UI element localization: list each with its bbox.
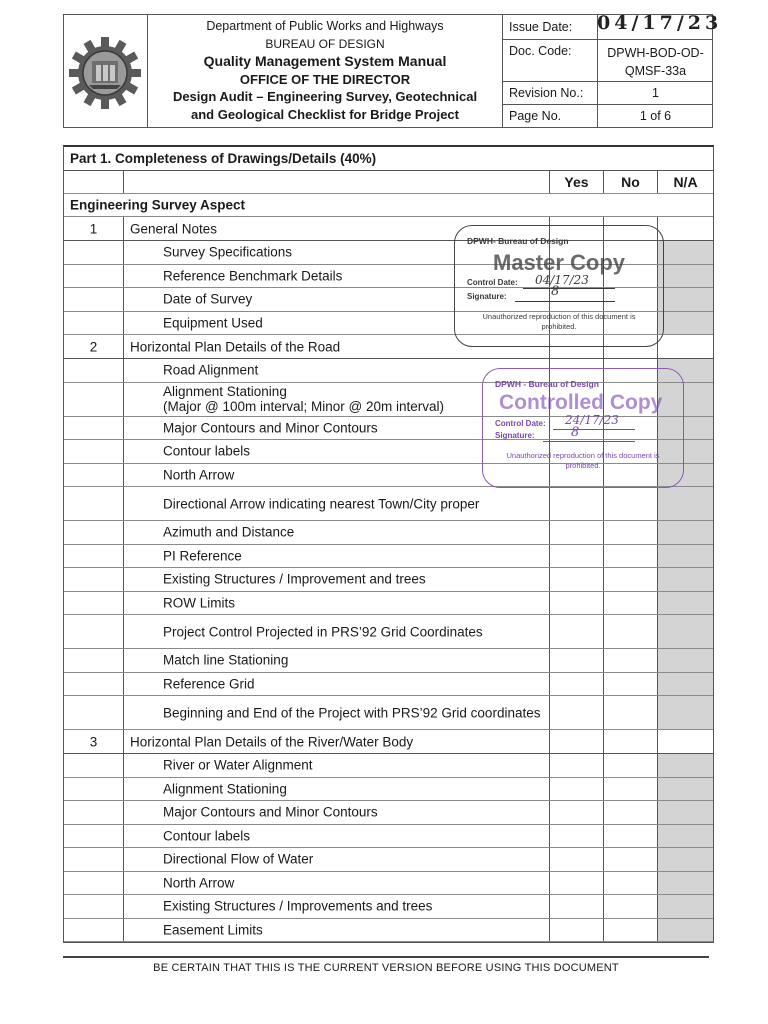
controlled-stamp-warning: Unauthorized reproduction of this document is prohibited. [506,451,660,470]
yes-checkbox-cell[interactable] [550,521,604,544]
na-checkbox-cell[interactable] [658,825,713,848]
yes-checkbox-cell[interactable] [550,801,604,824]
checklist-item-row [64,521,713,545]
na-checkbox-cell[interactable] [658,288,713,311]
checklist-item-row [64,545,713,569]
no-checkbox-cell[interactable] [604,487,658,520]
item-number-cell [64,568,124,591]
item-label: Easement Limits [163,922,263,938]
na-checkbox-cell[interactable] [658,545,713,568]
item-desc-cell [124,521,550,544]
controlled-stamp-control-value: 24/17/23 [565,413,619,427]
item-number-cell [64,383,124,416]
group-number-cell [64,217,124,240]
page-row [503,105,712,127]
item-number-cell [64,649,124,672]
item-number-cell [64,464,124,487]
no-checkbox-cell[interactable] [604,545,658,568]
item-label: Match line Stationing [163,652,289,668]
na-checkbox-cell[interactable] [658,919,713,942]
group-title: General Notes [130,221,218,236]
item-desc-cell [124,754,550,777]
group-number-cell [64,335,124,358]
item-number-cell [64,545,124,568]
item-number-cell [64,696,124,729]
yes-checkbox-cell[interactable] [550,568,604,591]
yes-checkbox-cell[interactable] [550,895,604,918]
checklist-item-row [64,649,713,673]
checklist-item-row [64,778,713,802]
no-checkbox-cell[interactable] [604,696,658,729]
no-checkbox-cell[interactable] [604,825,658,848]
controlled-stamp-date-line [553,429,635,430]
checklist-item-row [64,568,713,592]
na-checkbox-cell[interactable] [658,487,713,520]
master-stamp-signature-line [515,301,615,302]
footer-rule [63,956,709,958]
item-label: Alignment Stationing [163,781,287,797]
item-label: PI Reference [163,548,242,564]
na-checkbox-cell[interactable] [658,754,713,777]
yes-checkbox-cell[interactable] [550,649,604,672]
item-number-cell [64,288,124,311]
controlled-stamp-text: Controlled Copy [499,391,663,414]
master-stamp-org: DPWH- Bureau of Design [467,236,569,246]
item-number-cell [64,895,124,918]
yes-checkbox-cell[interactable] [550,615,604,648]
column-header-row [64,171,713,194]
item-label: North Arrow [163,467,235,483]
item-label: Equipment Used [163,315,263,331]
item-label: Alignment Stationing (Major @ 100m interval; Minor @ 20m interval) [163,384,444,414]
item-label: Road Alignment [163,362,259,378]
na-checkbox-cell[interactable] [658,312,713,335]
item-label: Survey Specifications [163,244,293,260]
col-no-header: No [604,171,658,193]
dpwh-gear-seal-icon [64,15,147,127]
item-desc-cell [124,487,550,520]
yes-checkbox-cell[interactable] [550,696,604,729]
part-title: Part 1. Completeness of Drawings/Details (40%) [64,147,713,171]
item-desc-cell [124,872,550,895]
item-number-cell [64,848,124,871]
checklist-item-row [64,673,713,697]
item-desc-cell [124,825,550,848]
na-checkbox-cell[interactable] [658,696,713,729]
department-name: Department of Public Works and Highways [206,19,444,33]
group-number: 3 [89,734,98,749]
yes-cell[interactable] [550,730,604,753]
na-checkbox-cell[interactable] [658,649,713,672]
item-desc-cell [124,592,550,615]
no-checkbox-cell[interactable] [604,521,658,544]
master-stamp-signature-value: 8 [551,284,560,299]
checklist-item-row [64,872,713,896]
item-number-cell [64,359,124,382]
bureau-name: BUREAU OF DESIGN [265,36,385,51]
document-title-line2: and Geological Checklist for Bridge Project [190,106,459,122]
doc-code-value [599,40,712,81]
no-checkbox-cell[interactable] [604,848,658,871]
item-number-cell [64,312,124,335]
item-label: Existing Structures / Improvement and trees [163,571,426,587]
item-number-cell [64,778,124,801]
no-checkbox-cell[interactable] [604,649,658,672]
item-number-cell [64,825,124,848]
na-checkbox-cell[interactable] [658,592,713,615]
na-checkbox-cell[interactable] [658,615,713,648]
item-label: North Arrow [163,875,235,891]
header-title-block [148,15,503,127]
item-label: Contour labels [163,828,251,844]
doc-code-value-line2: QMSF-33a [624,64,687,78]
na-checkbox-cell[interactable] [658,241,713,264]
yes-checkbox-cell[interactable] [550,825,604,848]
no-checkbox-cell[interactable] [604,568,658,591]
item-number-cell [64,241,124,264]
item-desc-cell [124,545,550,568]
col-yes-header: Yes [550,171,604,193]
master-copy-stamp [454,225,664,347]
item-desc-cell [124,615,550,648]
item-label: Existing Structures / Improvements and trees [163,898,433,914]
no-cell[interactable] [604,730,658,753]
aspect-row [64,194,713,217]
item-number-cell [64,265,124,288]
group-number-cell [64,730,124,753]
yes-checkbox-cell[interactable] [550,487,604,520]
item-number-cell [64,872,124,895]
item-desc-cell [124,696,550,729]
item-label: Directional Arrow indicating nearest Town/City proper [163,496,480,511]
yes-checkbox-cell[interactable] [550,754,604,777]
item-number-cell [64,417,124,440]
item-number-cell [64,673,124,696]
master-stamp-control-value: 04/17/23 [535,273,589,287]
item-number-cell [64,521,124,544]
na-checkbox-cell[interactable] [658,673,713,696]
yes-checkbox-cell[interactable] [550,848,604,871]
col-num-header [64,171,124,193]
doc-code-label: Doc. Code: [503,40,598,81]
item-number-cell [64,487,124,520]
item-desc-cell [124,895,550,918]
item-number-cell [64,615,124,648]
group-number: 2 [89,339,98,354]
no-checkbox-cell[interactable] [604,592,658,615]
master-stamp-control-label: Control Date: [467,278,518,287]
page-label: Page No. [503,105,598,127]
item-label: Project Control Projected in PRS’92 Grid Coordinates [163,624,483,639]
checklist-item-row [64,487,713,521]
na-checkbox-cell[interactable] [658,568,713,591]
item-desc-cell [124,919,550,942]
controlled-stamp-signature-value: 8 [571,425,580,440]
checklist-item-row [64,696,713,730]
checklist-item-row [64,615,713,649]
controlled-stamp-signature-label: Signature: [495,431,535,440]
col-na-header: N/A [673,174,698,190]
na-checkbox-cell[interactable] [658,872,713,895]
master-stamp-date-line [523,288,615,289]
item-label: Contour labels [163,443,251,459]
controlled-stamp-signature-line [543,441,635,442]
item-number-cell [64,592,124,615]
na-cell[interactable] [658,335,713,358]
item-label: River or Water Alignment [163,757,313,773]
aspect-title: Engineering Survey Aspect [70,197,246,213]
doc-code-row [503,40,712,82]
controlled-stamp-org: DPWH - Bureau of Design [495,379,599,389]
controlled-stamp-control-label: Control Date: [495,419,546,428]
checklist-item-row [64,801,713,825]
master-stamp-text: Master Copy [493,250,626,275]
na-checkbox-cell[interactable] [658,265,713,288]
item-label: Azimuth and Distance [163,524,295,540]
no-checkbox-cell[interactable] [604,801,658,824]
yes-checkbox-cell[interactable] [550,778,604,801]
yes-checkbox-cell[interactable] [550,673,604,696]
group-title-cell [124,730,550,753]
checklist-item-row [64,848,713,872]
no-checkbox-cell[interactable] [604,895,658,918]
checklist-item-row [64,754,713,778]
yes-checkbox-cell[interactable] [550,592,604,615]
item-label: Reference Grid [163,676,255,692]
yes-checkbox-cell[interactable] [550,919,604,942]
issue-date-label: Issue Date: [503,15,598,39]
group-title: Horizontal Plan Details of the River/Water Body [130,734,414,749]
item-number-cell [64,754,124,777]
item-label: Beginning and End of the Project with PRS’92 Grid coordinates [163,705,541,720]
col-desc-header [124,171,550,193]
footer-notice: BE CERTAIN THAT THIS IS THE CURRENT VERSION BEFORE USING THIS DOCUMENT [153,962,619,974]
item-label: ROW Limits [163,595,235,611]
item-label: Major Contours and Minor Contours [163,420,378,436]
item-desc-cell [124,649,550,672]
revision-value: 1 [652,86,659,100]
office-name: OFFICE OF THE DIRECTOR [239,71,411,87]
logo-cell [64,15,148,127]
na-checkbox-cell[interactable] [658,848,713,871]
group-number: 1 [89,221,98,236]
document-title-line1: Design Audit – Engineering Survey, Geotechnical [172,89,478,104]
item-desc-cell [124,568,550,591]
item-desc-cell [124,778,550,801]
item-desc-cell [124,673,550,696]
no-checkbox-cell[interactable] [604,778,658,801]
controlled-copy-stamp [482,368,684,488]
revision-label: Revision No.: [503,82,598,104]
no-checkbox-cell[interactable] [604,615,658,648]
na-cell[interactable] [658,217,713,240]
group-row [64,730,713,754]
master-stamp-signature-label: Signature: [467,292,507,301]
no-checkbox-cell[interactable] [604,673,658,696]
page-value: 1 of 6 [639,109,672,123]
na-checkbox-cell[interactable] [658,521,713,544]
yes-checkbox-cell[interactable] [550,872,604,895]
checklist-item-row [64,592,713,616]
master-stamp-warning: Unauthorized reproduction of this document is prohibited. [482,312,636,331]
checklist-item-row [64,919,713,943]
no-checkbox-cell[interactable] [604,919,658,942]
checklist-item-row [64,895,713,919]
item-label: Major Contours and Minor Contours [163,804,378,820]
issue-date-value: 04/17/23 [597,12,723,34]
group-title: Horizontal Plan Details of the Road [130,339,341,354]
item-label: Directional Flow of Water [163,851,314,867]
na-checkbox-cell[interactable] [658,801,713,824]
no-checkbox-cell[interactable] [604,754,658,777]
item-number-cell [64,919,124,942]
checklist-item-row [64,825,713,849]
aspect-title-cell [64,194,713,216]
item-desc-cell [124,848,550,871]
manual-name: Quality Management System Manual [203,53,447,69]
item-number-cell [64,801,124,824]
doc-code-value-line1: DPWH-BOD-OD- [607,46,704,60]
item-number-cell [64,440,124,463]
item-label: Date of Survey [163,291,253,307]
na-checkbox-cell[interactable] [658,895,713,918]
no-checkbox-cell[interactable] [604,872,658,895]
revision-row [503,82,712,105]
yes-checkbox-cell[interactable] [550,545,604,568]
item-desc-cell [124,801,550,824]
na-cell[interactable] [658,730,713,753]
na-checkbox-cell[interactable] [658,778,713,801]
item-label: Reference Benchmark Details [163,268,343,284]
